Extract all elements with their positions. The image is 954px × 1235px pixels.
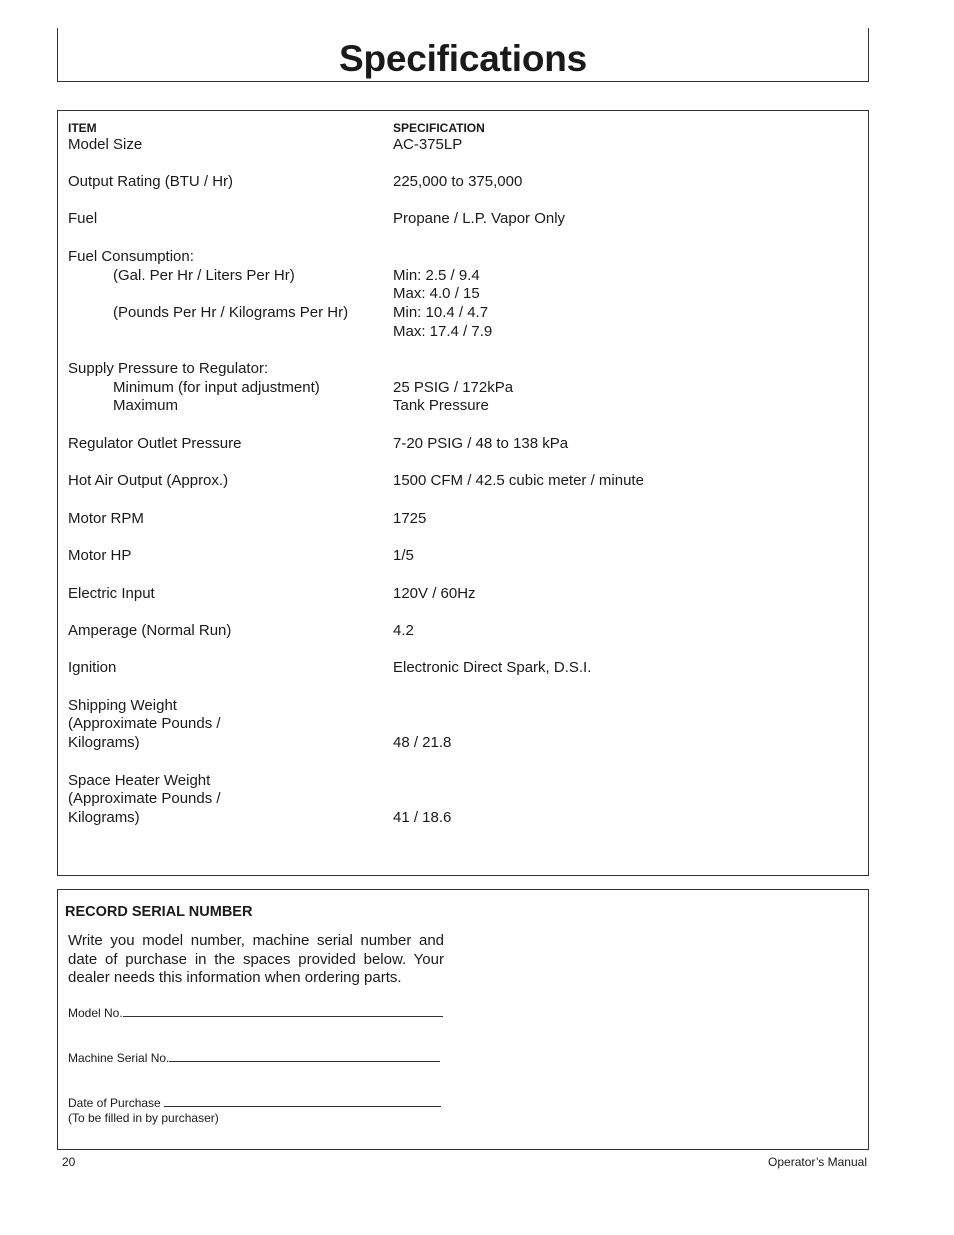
model-size-value: AC-375LP bbox=[393, 136, 463, 153]
record-serial-heading: RECORD SERIAL NUMBER bbox=[65, 904, 253, 920]
fuel-label: Fuel bbox=[68, 210, 98, 227]
heater-weight-label-line2: (Approximate Pounds / bbox=[68, 790, 221, 807]
supply-pressure-min-value: 25 PSIG / 172kPa bbox=[393, 379, 514, 396]
shipping-weight-label-line1: Shipping Weight bbox=[68, 697, 177, 714]
date-of-purchase-label: Date of Purchase bbox=[68, 1096, 161, 1110]
model-number-line[interactable] bbox=[123, 1006, 443, 1017]
amperage-value: 4.2 bbox=[393, 622, 414, 639]
specification-column-header: SPECIFICATION bbox=[393, 121, 485, 135]
heater-weight-value: 41 / 18.6 bbox=[393, 809, 452, 826]
regulator-outlet-value: 7-20 PSIG / 48 to 138 kPa bbox=[393, 435, 569, 452]
model-number-field[interactable] bbox=[68, 1006, 443, 1020]
motor-rpm-label: Motor RPM bbox=[68, 510, 144, 527]
fuel-consumption-gal-label: (Gal. Per Hr / Liters Per Hr) bbox=[113, 267, 295, 284]
output-rating-label: Output Rating (BTU / Hr) bbox=[68, 173, 234, 190]
shipping-weight-value: 48 / 21.8 bbox=[393, 734, 452, 751]
output-rating-value: 225,000 to 375,000 bbox=[393, 173, 523, 190]
title-box bbox=[57, 28, 869, 82]
page-title: Specifications bbox=[338, 38, 588, 79]
fuel-value: Propane / L.P. Vapor Only bbox=[393, 210, 566, 227]
manual-name: Operator’s Manual bbox=[768, 1155, 867, 1169]
model-size-label: Model Size bbox=[68, 136, 143, 153]
date-of-purchase-note: (To be filled in by purchaser) bbox=[68, 1111, 219, 1125]
fuel-consumption-lb-min: Min: 10.4 / 4.7 bbox=[393, 304, 489, 321]
supply-pressure-max-value: Tank Pressure bbox=[393, 397, 489, 414]
fuel-consumption-lb-max: Max: 17.4 / 7.9 bbox=[393, 323, 493, 340]
item-column-header: ITEM bbox=[68, 121, 97, 135]
shipping-weight-label-line3: Kilograms) bbox=[68, 734, 140, 751]
fuel-consumption-lb-label: (Pounds Per Hr / Kilograms Per Hr) bbox=[113, 304, 349, 321]
fuel-consumption-gal-max: Max: 4.0 / 15 bbox=[393, 285, 480, 302]
electric-input-value: 120V / 60Hz bbox=[393, 585, 476, 602]
record-serial-instructions: Write you model number, machine serial number and date of purchase in the spaces provided below. Your dealer needs this information when ordering parts. bbox=[68, 932, 444, 986]
date-of-purchase-line[interactable] bbox=[164, 1096, 441, 1107]
supply-pressure-min-label: Minimum (for input adjustment) bbox=[113, 379, 320, 396]
electric-input-label: Electric Input bbox=[68, 585, 155, 602]
hot-air-output-label: Hot Air Output (Approx.) bbox=[68, 472, 229, 489]
date-of-purchase-field[interactable] bbox=[68, 1096, 441, 1110]
heater-weight-label-line3: Kilograms) bbox=[68, 809, 140, 826]
fuel-consumption-gal-min: Min: 2.5 / 9.4 bbox=[393, 267, 480, 284]
hot-air-output-value: 1500 CFM / 42.5 cubic meter / minute bbox=[393, 472, 644, 489]
motor-rpm-value: 1725 bbox=[393, 510, 427, 527]
ignition-label: Ignition bbox=[68, 659, 117, 676]
heater-weight-label-line1: Space Heater Weight bbox=[68, 772, 211, 789]
ignition-value: Electronic Direct Spark, D.S.I. bbox=[393, 659, 592, 676]
motor-hp-value: 1/5 bbox=[393, 547, 414, 564]
serial-number-line[interactable] bbox=[169, 1051, 440, 1062]
serial-number-field[interactable] bbox=[68, 1051, 440, 1065]
record-serial-number-box bbox=[57, 889, 869, 1150]
page-number: 20 bbox=[62, 1155, 76, 1169]
supply-pressure-label: Supply Pressure to Regulator: bbox=[68, 360, 269, 377]
specifications-table bbox=[57, 110, 869, 876]
serial-number-label: Machine Serial No. bbox=[68, 1051, 170, 1065]
fuel-consumption-label: Fuel Consumption: bbox=[68, 248, 194, 265]
amperage-label: Amperage (Normal Run) bbox=[68, 622, 232, 639]
motor-hp-label: Motor HP bbox=[68, 547, 132, 564]
model-number-label: Model No. bbox=[68, 1006, 123, 1020]
regulator-outlet-label: Regulator Outlet Pressure bbox=[68, 435, 242, 452]
supply-pressure-max-label: Maximum bbox=[113, 397, 179, 414]
shipping-weight-label-line2: (Approximate Pounds / bbox=[68, 715, 221, 732]
